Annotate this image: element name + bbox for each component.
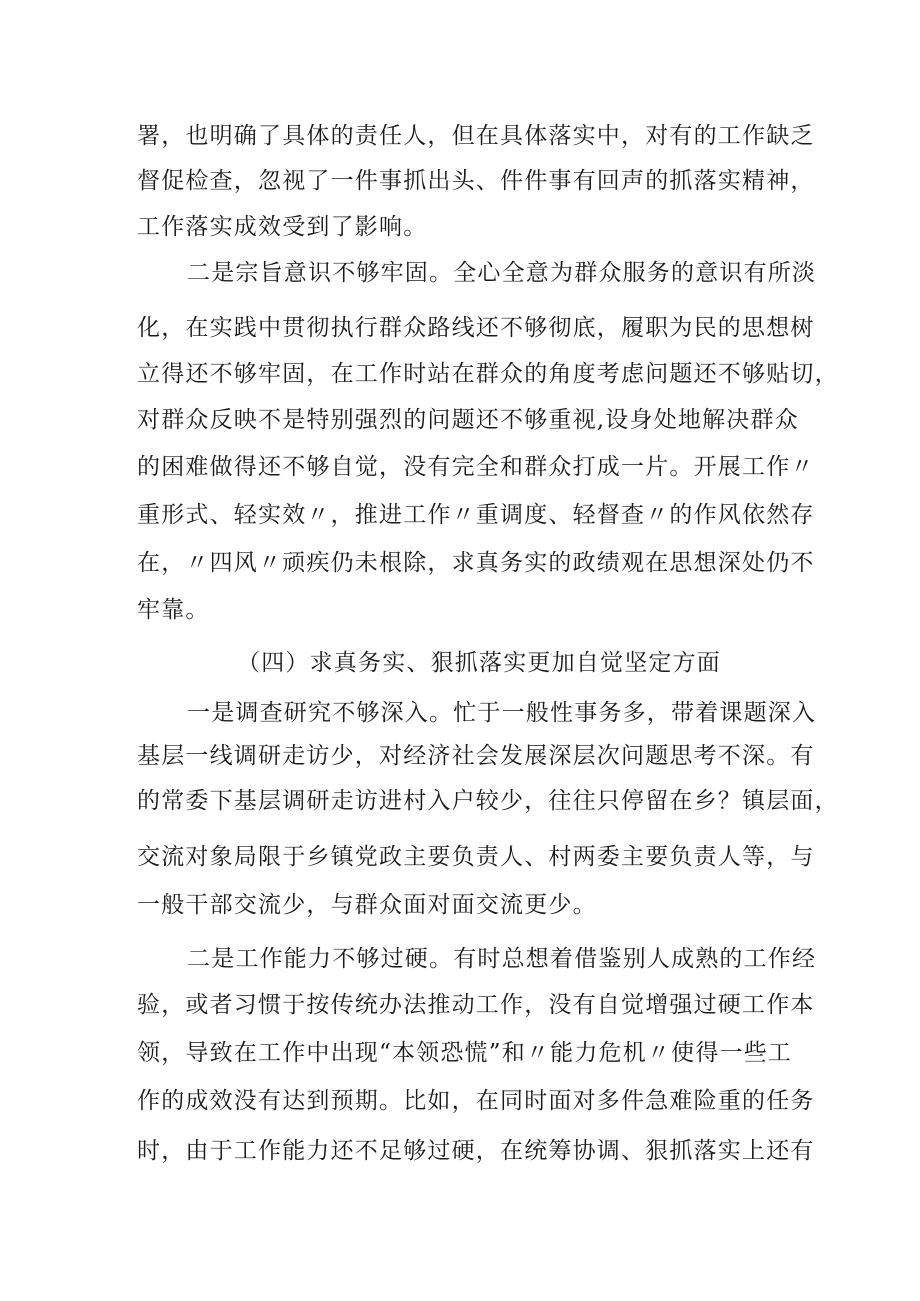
text-line-2: 督促检查，忽视了一件事抓出头、件件事有回声的抓落实精神， (137, 168, 815, 194)
text-line-16: 交流对象局限于乡镇党政主要负责人、村两委主要负责人等，与 (137, 844, 815, 870)
text-line-15: 的常委下基层调研走访进村入户较少，往往只停留在乡？镇层面， (137, 788, 839, 814)
text-line-22: 时，由于工作能力还不足够过硬，在统筹协调、狠抓落实上还有 (137, 1138, 815, 1164)
text-line-5: 化，在实践中贯彻执行群众路线还不够彻底，履职为民的思想树 (137, 315, 815, 341)
paragraph-start-line: 一是调查研究不够深入。忙于一般性事务多，带着课题深入 (187, 700, 817, 726)
text-line-20: 领，导致在工作中出现“本领恐慌”和〃能力危机〃使得一些工 (137, 1040, 793, 1066)
text-line-1: 署，也明确了具体的责任人，但在具体落实中，对有的工作缺乏 (137, 123, 815, 149)
text-line-11: 牢靠。 (137, 597, 210, 623)
text-line-17: 一般干部交流少，与群众面对面交流更少。 (137, 892, 597, 918)
text-line-9: 重形式、轻实效〃，推进工作〃重调度、轻督查〃的作风依然存 (137, 502, 815, 528)
paragraph-start-line: 二是工作能力不够过硬。有时总想着借鉴别人成熟的工作经 (187, 946, 817, 972)
text-line-6: 立得还不够牢固，在工作时站在群众的角度考虑问题还不够贴切， (137, 361, 839, 387)
section-heading: （四）求真务实、狠抓落实更加自觉坚定方面 (237, 650, 721, 676)
text-line-14: 基层一线调研走访少，对经济社会发展深层次问题思考不深。有 (137, 743, 815, 769)
text-line-7: 对群众反映不是特别强烈的问题还不够重视,设身处地解决群众 (137, 407, 799, 433)
text-line-8: 的困难做得还不够自觉，没有完全和群众打成一片。开展工作〃 (137, 454, 815, 480)
text-line-10: 在，〃四风〃顽疾仍未根除，求真务实的政绩观在思想深处仍不 (137, 550, 815, 576)
text-line-21: 作的成效没有达到预期。比如，在同时面对多件急难险重的任务 (137, 1088, 815, 1114)
text-line-3: 工作落实成效受到了影响。 (137, 214, 428, 240)
text-line-19: 验，或者习惯于按传统办法推动工作，没有自觉增强过硬工作本 (137, 992, 815, 1018)
paragraph-start-line: 二是宗旨意识不够牢固。全心全意为群众服务的意识有所淡 (187, 260, 817, 286)
